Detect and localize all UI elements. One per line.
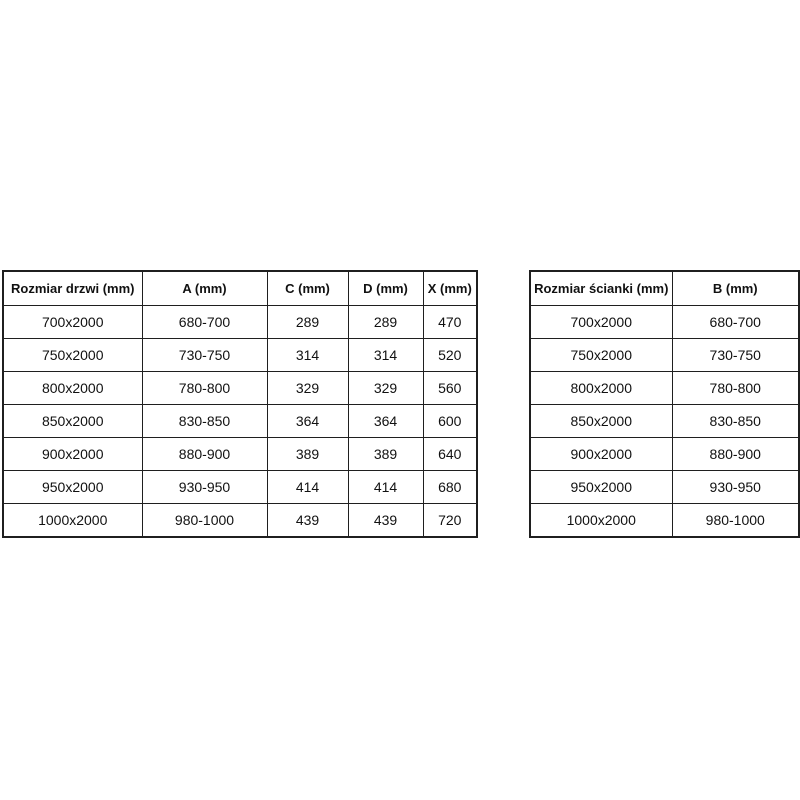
table-row (530, 438, 799, 471)
table-row (530, 306, 799, 339)
table-row (530, 405, 799, 438)
door-size-table (2, 270, 478, 538)
wall-table-header-rozmiar-scianki: Rozmiar ścianki (mm) (530, 271, 672, 306)
table-row (530, 504, 799, 538)
table-row (3, 372, 477, 405)
table-cell: 560 (423, 372, 477, 405)
table-row (530, 471, 799, 504)
table-row (3, 405, 477, 438)
table-cell: 950x2000 (530, 471, 672, 504)
table-row (3, 471, 477, 504)
table-cell: 470 (423, 306, 477, 339)
table-cell: 730-750 (142, 339, 267, 372)
table-cell: 700x2000 (530, 306, 672, 339)
door-table-header-rozmiar-drzwi: Rozmiar drzwi (mm) (3, 271, 142, 306)
table-row (3, 504, 477, 538)
table-cell: 329 (348, 372, 423, 405)
table-cell: 364 (348, 405, 423, 438)
table-cell: 730-750 (672, 339, 799, 372)
table-cell: 680-700 (672, 306, 799, 339)
table-cell: 314 (348, 339, 423, 372)
wall-table-header-b: B (mm) (672, 271, 799, 306)
table-cell: 850x2000 (3, 405, 142, 438)
table-cell: 439 (267, 504, 348, 538)
table-cell: 830-850 (142, 405, 267, 438)
table-cell: 900x2000 (530, 438, 672, 471)
table-cell: 680-700 (142, 306, 267, 339)
table-cell: 880-900 (672, 438, 799, 471)
door-table-header-d: D (mm) (348, 271, 423, 306)
table-cell: 750x2000 (3, 339, 142, 372)
table-row (530, 339, 799, 372)
table-cell: 980-1000 (142, 504, 267, 538)
table-cell: 389 (348, 438, 423, 471)
table-cell: 389 (267, 438, 348, 471)
table-cell: 980-1000 (672, 504, 799, 538)
table-cell: 329 (267, 372, 348, 405)
table-cell: 1000x2000 (530, 504, 672, 538)
door-table-header-x: X (mm) (423, 271, 477, 306)
door-table-header-c: C (mm) (267, 271, 348, 306)
table-cell: 289 (348, 306, 423, 339)
table-cell: 720 (423, 504, 477, 538)
table-cell: 364 (267, 405, 348, 438)
table-cell: 680 (423, 471, 477, 504)
wall-size-table (529, 270, 800, 538)
table-row (3, 438, 477, 471)
table-cell: 800x2000 (3, 372, 142, 405)
table-cell: 850x2000 (530, 405, 672, 438)
table-cell: 1000x2000 (3, 504, 142, 538)
table-cell: 780-800 (672, 372, 799, 405)
table-cell: 414 (267, 471, 348, 504)
table-cell: 780-800 (142, 372, 267, 405)
table-cell: 930-950 (142, 471, 267, 504)
table-cell: 314 (267, 339, 348, 372)
table-cell: 289 (267, 306, 348, 339)
door-table-header-row (3, 271, 477, 306)
table-cell: 414 (348, 471, 423, 504)
table-cell: 439 (348, 504, 423, 538)
door-table-header-a: A (mm) (142, 271, 267, 306)
table-cell: 900x2000 (3, 438, 142, 471)
table-cell: 880-900 (142, 438, 267, 471)
table-cell: 950x2000 (3, 471, 142, 504)
table-row (530, 372, 799, 405)
wall-table-header-row (530, 271, 799, 306)
table-cell: 800x2000 (530, 372, 672, 405)
table-row (3, 306, 477, 339)
table-cell: 930-950 (672, 471, 799, 504)
table-cell: 700x2000 (3, 306, 142, 339)
table-cell: 830-850 (672, 405, 799, 438)
table-cell: 600 (423, 405, 477, 438)
table-row (3, 339, 477, 372)
table-cell: 750x2000 (530, 339, 672, 372)
table-cell: 520 (423, 339, 477, 372)
table-cell: 640 (423, 438, 477, 471)
